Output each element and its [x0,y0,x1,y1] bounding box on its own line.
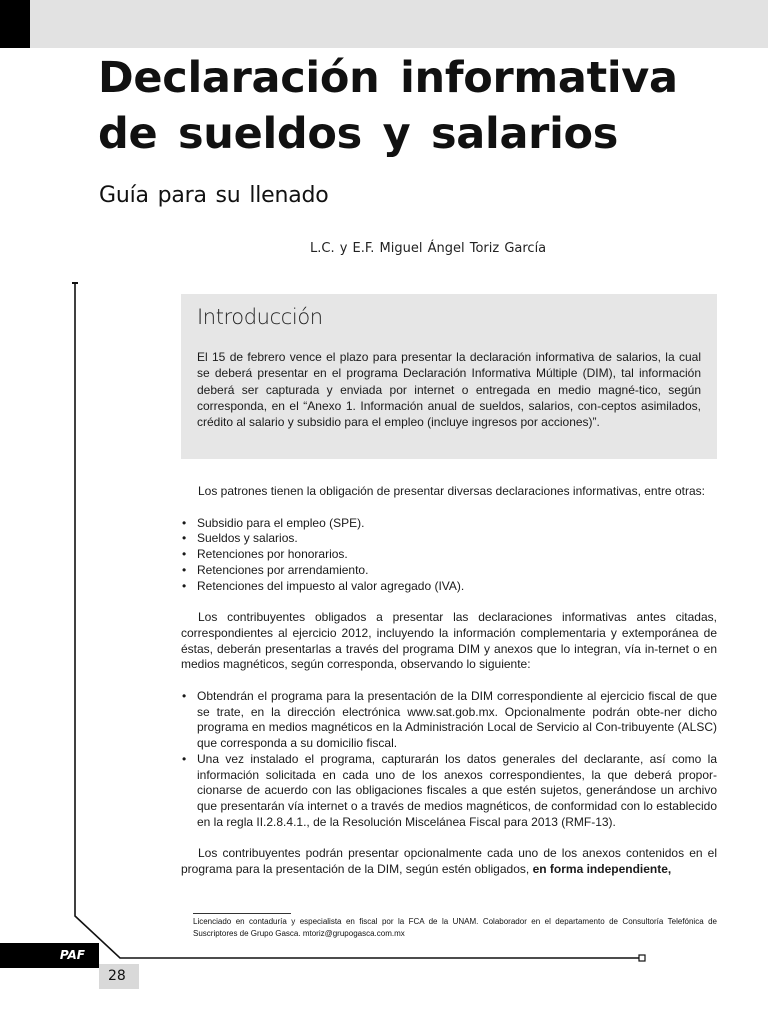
footnote-divider [193,913,291,914]
paragraph-3-emphasis: en forma independiente, [532,862,672,877]
author-byline: L.C. y E.F. Miguel Ángel Toriz García [310,241,547,256]
header-corner-block [0,0,30,48]
list-item: • Sueldos y salarios. [181,531,717,547]
list-item: • Una vez instalado el programa, capturarán los datos generales del declarante, así como la información solicitada en cada uno de los anexos correspondientes, la que deberá propor-cionarse de acuerdo con las obligaciones fiscales a que estén sujetos, generándose un archivo que presentarán vía internet o a través de medios magnéticos, de conformidad con lo establecido en la regla II.2.8.4.1., de la Resolución Miscelánea Fiscal para 2013 (RMF-13). [181,752,717,831]
list-item: • Retenciones del impuesto al valor agregado (IVA). [181,579,717,595]
article-body [181,484,717,878]
intro-box [181,294,717,459]
header-bar [0,0,768,48]
author-footnote: Licenciado en contaduría y especialista en fiscal por la FCA de la UNAM. Colaborador en el departamento de Consultoría Telefónica de Suscriptores de Grupo Gasca. mtoriz@grupogasca.com.mx [193,917,717,938]
title-line-1: Declaración informativa [98,53,678,103]
list-item: • Obtendrán el programa para la presentación de la DIM correspondiente al ejercicio fiscal de que se trate, en la dirección electrónica www.sat.gob.mx. Opcionalmente podrán obte-ner dicho programa en medios magnéticos en la Administración Local de Servicio al Con-tribuyente (ALSC) que corresponda a su domicilio fiscal. [181,689,717,752]
declarations-list [181,516,717,595]
list-item: • Retenciones por arrendamiento. [181,563,717,579]
list-item: • Retenciones por honorarios. [181,547,717,563]
article-title [98,50,678,162]
intro-text: El 15 de febrero vence el plazo para presentar la declaración informativa de salarios, la cual se deberá presentar en el programa Declaración Informativa Múltiple (DIM), tal información deberá ser capturada y enviada por internet o entregada en medio magné-tico, según corresponda, en el “Anexo 1. Información anual de sueldos, salarios, con-ceptos asimilados, crédito al salario y subsidio para el empleo (incluye ingresos por acciones)”. [197,350,701,430]
page-number: 28 [99,964,139,989]
intro-title: Introducción [197,305,323,329]
paragraph-2: Los contribuyentes obligados a presentar las declaraciones informativas antes citadas, correspondientes al ejercicio 2012, incluyendo la información complementaria y extemporánea de éstas, deberán presentarlas a través del programa DIM y anexos que lo integran, vía in-ternet o en medios magnéticos, según corresponda, observando lo siguiente: [181,610,717,672]
list-item: • Subsidio para el empleo (SPE). [181,516,717,532]
paragraph-3-text: Los contribuyentes podrán presentar opcionalmente cada uno de los anexos contenidos en el programa para la presentación de la DIM, según estén obligados, [181,846,717,877]
brand-tab: PAF [0,943,99,968]
paragraph-1: Los patrones tienen la obligación de presentar diversas declaraciones informativas, entre otras: [198,484,705,498]
article-subtitle: Guía para su llenado [99,183,329,208]
title-line-2: de sueldos y salarios [98,109,619,159]
paragraph-3 [181,846,717,877]
procedure-list [181,689,717,830]
